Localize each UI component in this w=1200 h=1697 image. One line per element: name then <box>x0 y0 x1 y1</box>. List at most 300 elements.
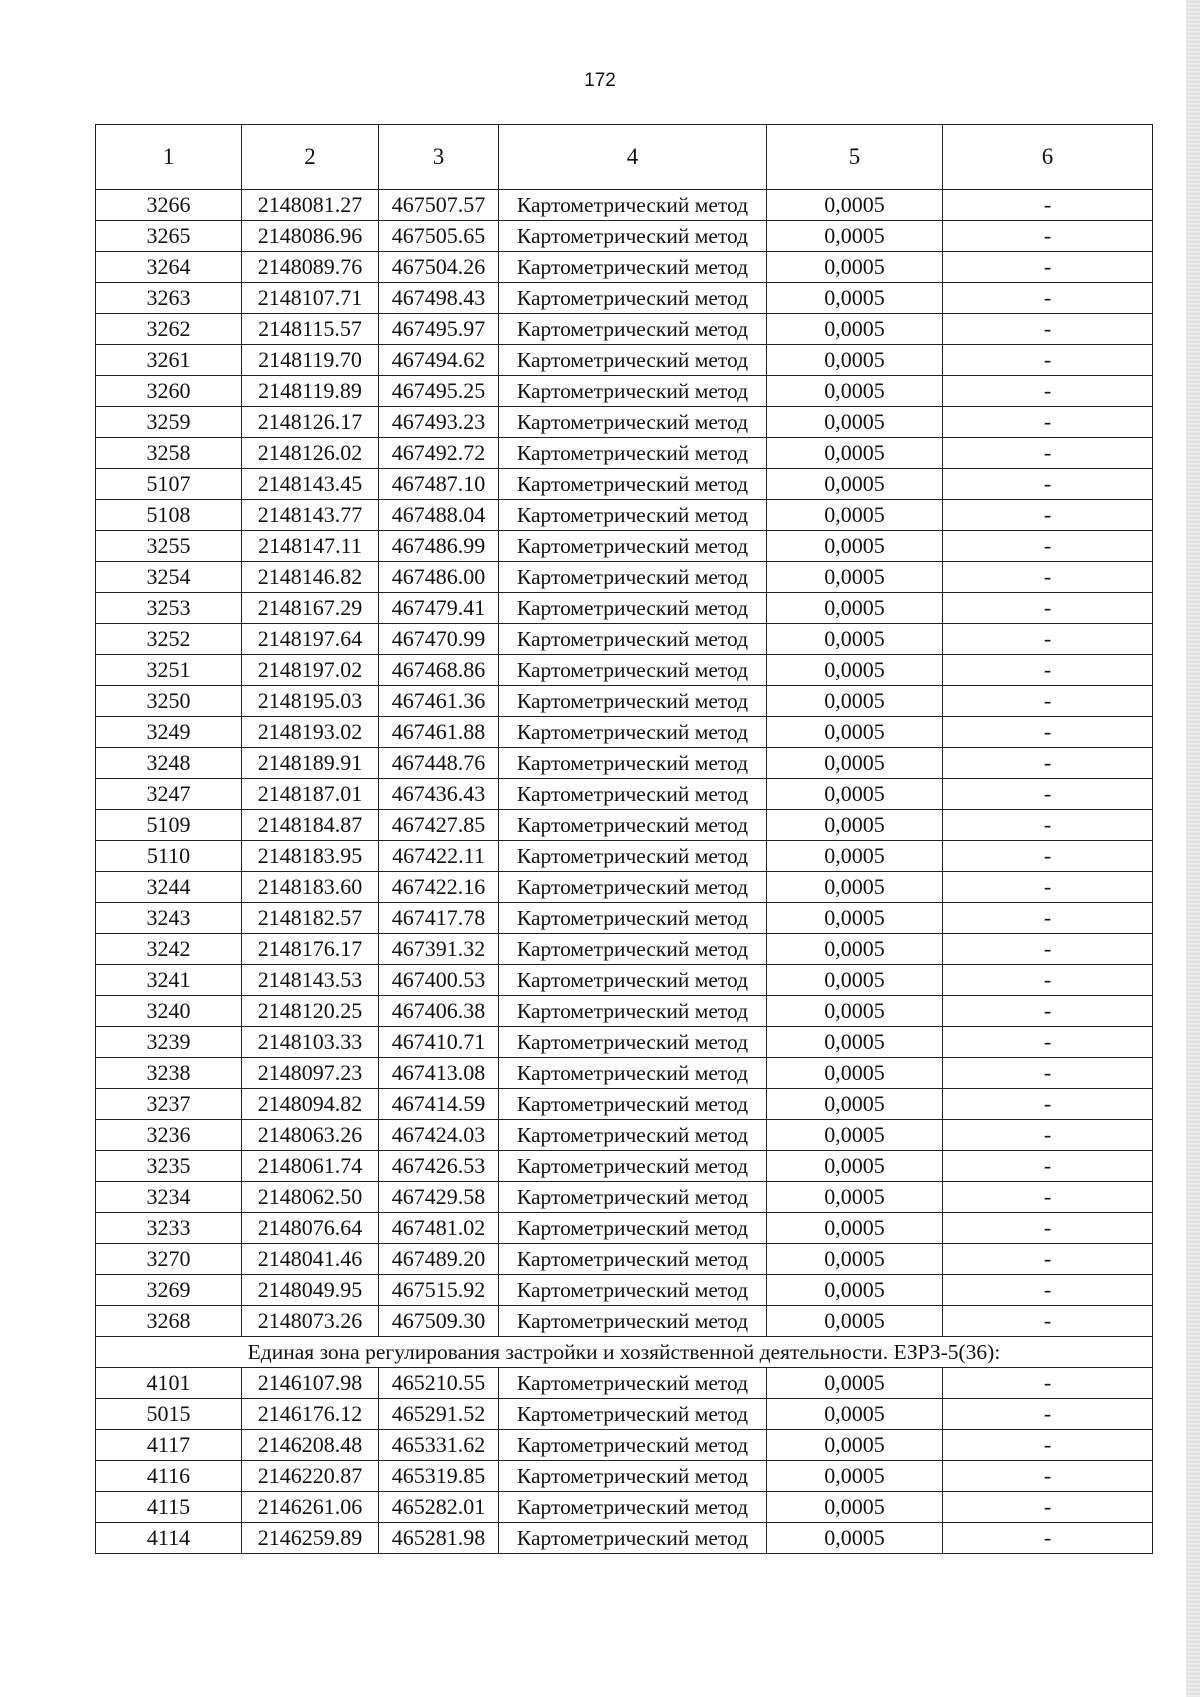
column-header: 1 <box>96 125 242 190</box>
table-cell: 2148197.64 <box>242 624 379 655</box>
table-cell: Картометрический метод <box>499 655 767 686</box>
table-cell: 2148119.89 <box>242 376 379 407</box>
table-cell: 2148086.96 <box>242 221 379 252</box>
table-cell: 467495.25 <box>379 376 499 407</box>
table-row <box>96 996 1153 1027</box>
table-cell: 0,0005 <box>767 1492 943 1523</box>
table-row <box>96 624 1153 655</box>
table-cell: - <box>943 965 1153 996</box>
table-cell: 3235 <box>96 1151 242 1182</box>
table-cell: 0,0005 <box>767 221 943 252</box>
table-row <box>96 345 1153 376</box>
table-cell: Картометрический метод <box>499 1306 767 1337</box>
table-cell: - <box>943 779 1153 810</box>
table-cell: 467486.00 <box>379 562 499 593</box>
table-row <box>96 376 1153 407</box>
table-cell: 467426.53 <box>379 1151 499 1182</box>
table-cell: - <box>943 1089 1153 1120</box>
table-cell: - <box>943 717 1153 748</box>
table-cell: 0,0005 <box>767 438 943 469</box>
table-cell: 467391.32 <box>379 934 499 965</box>
table-row <box>96 965 1153 996</box>
table-cell: 0,0005 <box>767 531 943 562</box>
table-cell: 3241 <box>96 965 242 996</box>
table-cell: 3254 <box>96 562 242 593</box>
table-row <box>96 655 1153 686</box>
table-cell: 467486.99 <box>379 531 499 562</box>
table-cell: 467427.85 <box>379 810 499 841</box>
table-cell: 467400.53 <box>379 965 499 996</box>
table-cell: - <box>943 500 1153 531</box>
table-cell: - <box>943 438 1153 469</box>
table-cell: Картометрический метод <box>499 1089 767 1120</box>
table-row <box>96 717 1153 748</box>
table-cell: - <box>943 221 1153 252</box>
table-header-row <box>96 125 1153 190</box>
table-cell: 3247 <box>96 779 242 810</box>
table-cell: Картометрический метод <box>499 1399 767 1430</box>
table-cell: Картометрический метод <box>499 686 767 717</box>
table-cell: 2148176.17 <box>242 934 379 965</box>
table-row <box>96 531 1153 562</box>
table-cell: Картометрический метод <box>499 407 767 438</box>
table-cell: Картометрический метод <box>499 996 767 1027</box>
table-cell: 3253 <box>96 593 242 624</box>
table-cell: - <box>943 934 1153 965</box>
table-cell: 0,0005 <box>767 686 943 717</box>
table-cell: 2148184.87 <box>242 810 379 841</box>
table-cell: 5110 <box>96 841 242 872</box>
table-cell: 2146261.06 <box>242 1492 379 1523</box>
table-cell: 2148143.45 <box>242 469 379 500</box>
table-cell: - <box>943 1430 1153 1461</box>
table-cell: 5108 <box>96 500 242 531</box>
table-cell: 467406.38 <box>379 996 499 1027</box>
table-row <box>96 686 1153 717</box>
table-cell: 467479.41 <box>379 593 499 624</box>
table-cell: 0,0005 <box>767 624 943 655</box>
table-cell: 2148195.03 <box>242 686 379 717</box>
table-row <box>96 748 1153 779</box>
table-row <box>96 283 1153 314</box>
table-cell: - <box>943 407 1153 438</box>
column-header: 6 <box>943 125 1153 190</box>
table-cell: 2148197.02 <box>242 655 379 686</box>
section-title: Единая зона регулирования застройки и хозяйственной деятельности. ЕЗРЗ-5(36): <box>96 1337 1153 1368</box>
table-cell: - <box>943 1492 1153 1523</box>
table-row <box>96 407 1153 438</box>
table-row <box>96 1430 1153 1461</box>
table-cell: Картометрический метод <box>499 903 767 934</box>
table-cell: - <box>943 345 1153 376</box>
table-cell: 2148119.70 <box>242 345 379 376</box>
table-cell: - <box>943 1244 1153 1275</box>
table-cell: 2148081.27 <box>242 190 379 221</box>
table-row <box>96 903 1153 934</box>
table-cell: 0,0005 <box>767 655 943 686</box>
table-cell: 3265 <box>96 221 242 252</box>
table-cell: - <box>943 624 1153 655</box>
table-row <box>96 779 1153 810</box>
table-cell: 3260 <box>96 376 242 407</box>
table-cell: - <box>943 1461 1153 1492</box>
table-cell: - <box>943 903 1153 934</box>
column-header: 3 <box>379 125 499 190</box>
table-cell: - <box>943 996 1153 1027</box>
table-cell: 2146259.89 <box>242 1523 379 1554</box>
table-cell: 0,0005 <box>767 1244 943 1275</box>
table-row <box>96 1120 1153 1151</box>
table-cell: 0,0005 <box>767 903 943 934</box>
table-cell: 2148073.26 <box>242 1306 379 1337</box>
table-cell: 5107 <box>96 469 242 500</box>
table-cell: Картометрический метод <box>499 438 767 469</box>
table-cell: 467488.04 <box>379 500 499 531</box>
table-cell: 467448.76 <box>379 748 499 779</box>
table-cell: 467461.88 <box>379 717 499 748</box>
table-cell: 3251 <box>96 655 242 686</box>
table-cell: - <box>943 1213 1153 1244</box>
table-cell: 3258 <box>96 438 242 469</box>
table-cell: Картометрический метод <box>499 1461 767 1492</box>
table-cell: - <box>943 655 1153 686</box>
table-cell: 2148107.71 <box>242 283 379 314</box>
table-cell: 0,0005 <box>767 345 943 376</box>
table-cell: 3250 <box>96 686 242 717</box>
table-cell: 3268 <box>96 1306 242 1337</box>
scan-edge <box>1186 0 1200 1697</box>
table-cell: Картометрический метод <box>499 1430 767 1461</box>
table-cell: 4114 <box>96 1523 242 1554</box>
table-cell: - <box>943 593 1153 624</box>
table-cell: Картометрический метод <box>499 779 767 810</box>
table-cell: 467468.86 <box>379 655 499 686</box>
table-row <box>96 469 1153 500</box>
table-cell: 5015 <box>96 1399 242 1430</box>
table-row <box>96 1368 1153 1399</box>
table-cell: 3261 <box>96 345 242 376</box>
table-cell: 0,0005 <box>767 1213 943 1244</box>
column-header: 2 <box>242 125 379 190</box>
table-cell: Картометрический метод <box>499 810 767 841</box>
table-cell: - <box>943 1058 1153 1089</box>
table-cell: 467413.08 <box>379 1058 499 1089</box>
table-cell: - <box>943 562 1153 593</box>
table-cell: 467422.11 <box>379 841 499 872</box>
table-cell: 465210.55 <box>379 1368 499 1399</box>
table-cell: - <box>943 1523 1153 1554</box>
table-cell: 0,0005 <box>767 1182 943 1213</box>
table-cell: Картометрический метод <box>499 562 767 593</box>
table-cell: 3262 <box>96 314 242 345</box>
table-cell: - <box>943 469 1153 500</box>
table-cell: - <box>943 748 1153 779</box>
table-cell: 2148094.82 <box>242 1089 379 1120</box>
table-cell: - <box>943 1027 1153 1058</box>
table-cell: 0,0005 <box>767 1306 943 1337</box>
table-cell: 0,0005 <box>767 1120 943 1151</box>
table-cell: 2148089.76 <box>242 252 379 283</box>
table-cell: 2148147.11 <box>242 531 379 562</box>
table-cell: 467505.65 <box>379 221 499 252</box>
table-cell: 3236 <box>96 1120 242 1151</box>
table-cell: 2148120.25 <box>242 996 379 1027</box>
table-cell: 465282.01 <box>379 1492 499 1523</box>
table-cell: 0,0005 <box>767 1058 943 1089</box>
table-cell: 0,0005 <box>767 1027 943 1058</box>
table-row <box>96 1244 1153 1275</box>
table-cell: 2148143.53 <box>242 965 379 996</box>
section-header-row <box>96 1337 1153 1368</box>
table-cell: 467493.23 <box>379 407 499 438</box>
table-cell: 467410.71 <box>379 1027 499 1058</box>
table-cell: Картометрический метод <box>499 624 767 655</box>
table-cell: 3239 <box>96 1027 242 1058</box>
table-cell: 2146220.87 <box>242 1461 379 1492</box>
table-cell: 467481.02 <box>379 1213 499 1244</box>
table-cell: Картометрический метод <box>499 1244 767 1275</box>
coordinates-table <box>95 124 1153 1554</box>
table-cell: 0,0005 <box>767 934 943 965</box>
table-cell: 467436.43 <box>379 779 499 810</box>
table-row <box>96 1089 1153 1120</box>
table-cell: 0,0005 <box>767 283 943 314</box>
table-cell: Картометрический метод <box>499 500 767 531</box>
table-cell: 2148126.17 <box>242 407 379 438</box>
table-cell: 3264 <box>96 252 242 283</box>
table-cell: 3263 <box>96 283 242 314</box>
column-header: 5 <box>767 125 943 190</box>
table-cell: 0,0005 <box>767 1461 943 1492</box>
table-row <box>96 934 1153 965</box>
table-cell: 467492.72 <box>379 438 499 469</box>
table-cell: - <box>943 1275 1153 1306</box>
table-cell: 2148189.91 <box>242 748 379 779</box>
table-cell: - <box>943 376 1153 407</box>
table-cell: Картометрический метод <box>499 717 767 748</box>
table-cell: Картометрический метод <box>499 376 767 407</box>
table-cell: 4117 <box>96 1430 242 1461</box>
table-row <box>96 1306 1153 1337</box>
table-cell: 2148146.82 <box>242 562 379 593</box>
table-cell: 465331.62 <box>379 1430 499 1461</box>
table-cell: Картометрический метод <box>499 1523 767 1554</box>
table-cell: 467504.26 <box>379 252 499 283</box>
table-cell: - <box>943 1306 1153 1337</box>
table-cell: Картометрический метод <box>499 283 767 314</box>
table-cell: 0,0005 <box>767 965 943 996</box>
column-header: 4 <box>499 125 767 190</box>
table-cell: 2148061.74 <box>242 1151 379 1182</box>
table-cell: 3252 <box>96 624 242 655</box>
table-row <box>96 593 1153 624</box>
table-cell: Картометрический метод <box>499 1275 767 1306</box>
table-cell: Картометрический метод <box>499 934 767 965</box>
table-cell: 0,0005 <box>767 1523 943 1554</box>
table-row <box>96 1151 1153 1182</box>
table-row <box>96 1213 1153 1244</box>
table-cell: 0,0005 <box>767 1430 943 1461</box>
table-cell: 2146176.12 <box>242 1399 379 1430</box>
table-cell: 4101 <box>96 1368 242 1399</box>
table-cell: 0,0005 <box>767 190 943 221</box>
table-row <box>96 314 1153 345</box>
table-cell: Картометрический метод <box>499 1182 767 1213</box>
table-cell: 2148103.33 <box>242 1027 379 1058</box>
table-cell: 3269 <box>96 1275 242 1306</box>
table-cell: 465281.98 <box>379 1523 499 1554</box>
table-cell: 2148063.26 <box>242 1120 379 1151</box>
table-cell: - <box>943 1368 1153 1399</box>
table-cell: 2146107.98 <box>242 1368 379 1399</box>
table-row <box>96 221 1153 252</box>
table-cell: - <box>943 283 1153 314</box>
table-cell: 0,0005 <box>767 1089 943 1120</box>
table-row <box>96 1399 1153 1430</box>
table-cell: 0,0005 <box>767 562 943 593</box>
table-cell: - <box>943 872 1153 903</box>
table-cell: 3238 <box>96 1058 242 1089</box>
table-cell: 0,0005 <box>767 841 943 872</box>
table-row <box>96 190 1153 221</box>
table-cell: 2148143.77 <box>242 500 379 531</box>
table-cell: Картометрический метод <box>499 1213 767 1244</box>
table-cell: 2148076.64 <box>242 1213 379 1244</box>
table-cell: 0,0005 <box>767 996 943 1027</box>
table-cell: 467489.20 <box>379 1244 499 1275</box>
table-cell: 465319.85 <box>379 1461 499 1492</box>
table-cell: 0,0005 <box>767 1368 943 1399</box>
table-cell: 467417.78 <box>379 903 499 934</box>
table-cell: 0,0005 <box>767 810 943 841</box>
table-cell: - <box>943 1120 1153 1151</box>
table-cell: Картометрический метод <box>499 841 767 872</box>
table-cell: 3240 <box>96 996 242 1027</box>
table-cell: 0,0005 <box>767 500 943 531</box>
table-cell: 2148193.02 <box>242 717 379 748</box>
table-cell: 467509.30 <box>379 1306 499 1337</box>
table-cell: 0,0005 <box>767 314 943 345</box>
table-cell: Картометрический метод <box>499 1368 767 1399</box>
table-row <box>96 1027 1153 1058</box>
table-cell: Картометрический метод <box>499 531 767 562</box>
table-cell: 0,0005 <box>767 469 943 500</box>
table-cell: Картометрический метод <box>499 221 767 252</box>
table-cell: 3248 <box>96 748 242 779</box>
table-cell: Картометрический метод <box>499 1058 767 1089</box>
table-cell: - <box>943 686 1153 717</box>
table-cell: 467461.36 <box>379 686 499 717</box>
table-cell: Картометрический метод <box>499 748 767 779</box>
table-row <box>96 1182 1153 1213</box>
table-row <box>96 1523 1153 1554</box>
table-cell: 2148183.95 <box>242 841 379 872</box>
table-cell: - <box>943 531 1153 562</box>
table-row <box>96 1275 1153 1306</box>
table-cell: Картометрический метод <box>499 1120 767 1151</box>
table-row <box>96 872 1153 903</box>
table-cell: Картометрический метод <box>499 1027 767 1058</box>
table-cell: 467498.43 <box>379 283 499 314</box>
table-cell: 0,0005 <box>767 252 943 283</box>
table-cell: 3237 <box>96 1089 242 1120</box>
table-cell: 3244 <box>96 872 242 903</box>
table-cell: 467414.59 <box>379 1089 499 1120</box>
table-cell: 3243 <box>96 903 242 934</box>
table-cell: - <box>943 841 1153 872</box>
table-cell: 3255 <box>96 531 242 562</box>
table-cell: - <box>943 1151 1153 1182</box>
table-cell: 467422.16 <box>379 872 499 903</box>
table-cell: 0,0005 <box>767 376 943 407</box>
table-cell: 4115 <box>96 1492 242 1523</box>
table-cell: 0,0005 <box>767 407 943 438</box>
table-cell: 0,0005 <box>767 779 943 810</box>
table-cell: 4116 <box>96 1461 242 1492</box>
table-row <box>96 562 1153 593</box>
table-cell: 2148167.29 <box>242 593 379 624</box>
table-cell: 2148126.02 <box>242 438 379 469</box>
table-cell: - <box>943 252 1153 283</box>
table-row <box>96 1461 1153 1492</box>
table-cell: 0,0005 <box>767 1151 943 1182</box>
table-cell: 2148187.01 <box>242 779 379 810</box>
table-cell: 2148041.46 <box>242 1244 379 1275</box>
table-cell: 2148115.57 <box>242 314 379 345</box>
table-cell: - <box>943 1182 1153 1213</box>
table-cell: Картометрический метод <box>499 872 767 903</box>
table-cell: 2148049.95 <box>242 1275 379 1306</box>
table-cell: 467515.92 <box>379 1275 499 1306</box>
table-row <box>96 810 1153 841</box>
table-cell: 467470.99 <box>379 624 499 655</box>
table-cell: Картометрический метод <box>499 1151 767 1182</box>
table-cell: 467494.62 <box>379 345 499 376</box>
table-row <box>96 1492 1153 1523</box>
table-row <box>96 500 1153 531</box>
table-cell: 2148097.23 <box>242 1058 379 1089</box>
table-cell: 3259 <box>96 407 242 438</box>
table-cell: 3242 <box>96 934 242 965</box>
table-cell: Картометрический метод <box>499 314 767 345</box>
table-cell: 467424.03 <box>379 1120 499 1151</box>
table-body <box>96 190 1153 1554</box>
table-cell: - <box>943 1399 1153 1430</box>
table-cell: 3249 <box>96 717 242 748</box>
table-cell: 3266 <box>96 190 242 221</box>
table-cell: Картометрический метод <box>499 469 767 500</box>
table-cell: 2146208.48 <box>242 1430 379 1461</box>
table-cell: 0,0005 <box>767 1275 943 1306</box>
table-cell: 3234 <box>96 1182 242 1213</box>
table-cell: - <box>943 190 1153 221</box>
table-cell: 2148183.60 <box>242 872 379 903</box>
table-row <box>96 438 1153 469</box>
table-cell: 5109 <box>96 810 242 841</box>
table-cell: 467495.97 <box>379 314 499 345</box>
table-cell: - <box>943 810 1153 841</box>
table-cell: 467429.58 <box>379 1182 499 1213</box>
table-cell: 467487.10 <box>379 469 499 500</box>
table-cell: Картометрический метод <box>499 965 767 996</box>
table-cell: Картометрический метод <box>499 252 767 283</box>
table-cell: Картометрический метод <box>499 1492 767 1523</box>
table-cell: 2148062.50 <box>242 1182 379 1213</box>
table-cell: 0,0005 <box>767 1399 943 1430</box>
table-cell: Картометрический метод <box>499 345 767 376</box>
table-row <box>96 252 1153 283</box>
table-cell: 465291.52 <box>379 1399 499 1430</box>
